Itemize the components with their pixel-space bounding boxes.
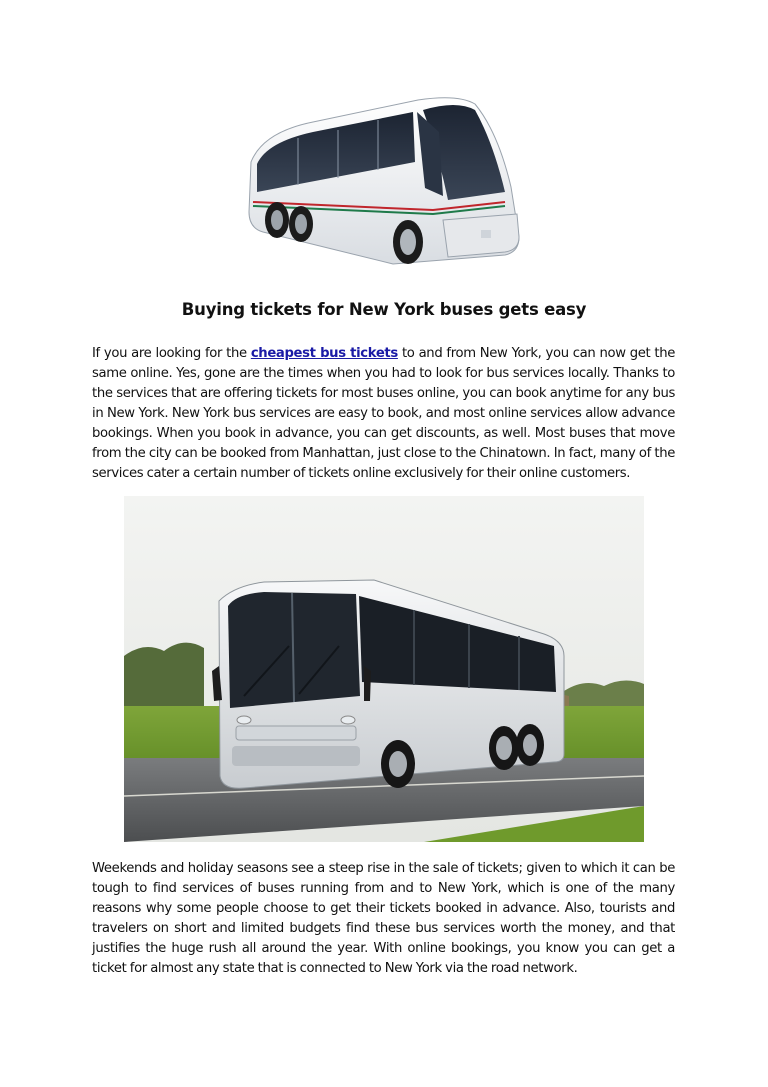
intro-paragraph [92, 344, 675, 484]
article-title: Buying tickets for New York buses gets easy [181, 300, 587, 319]
paragraph-text: to and from New York, you can now get the same online. Yes, gone are the times when you had to look for bus services locally. Thanks to the services that are offering tickets for most buses online, you can book anytime for any bus in New York. New York bus services are easy to book, and most online services allow advance bookings. When you book in advance, you can get discounts, as well. Most buses that move from the city can be booked from Manhattan, just close to the Chinatown. In fact, many of the services cater a certain number of tickets online exclusively for their online customers. [92, 346, 675, 481]
second-paragraph: Weekends and holiday seasons see a steep rise in the sale of tickets; given to which it can be tough to find services of buses running from and to New York, which is one of the many reasons why some people choose to get their tickets booked in advance. Also, tourists and travelers on short and limited budgets find these bus services worth the money, and that justifies the huge rush all around the year. With online bookings, you know you can get a ticket for almost any state that is connected to New York via the road network. [92, 861, 675, 976]
coach-bus-on-road-photo [124, 496, 644, 842]
paragraph-text: If you are looking for the [92, 346, 251, 361]
cheapest-bus-tickets-link[interactable]: cheapest bus tickets [250, 346, 398, 361]
white-coach-bus-image [243, 92, 525, 272]
